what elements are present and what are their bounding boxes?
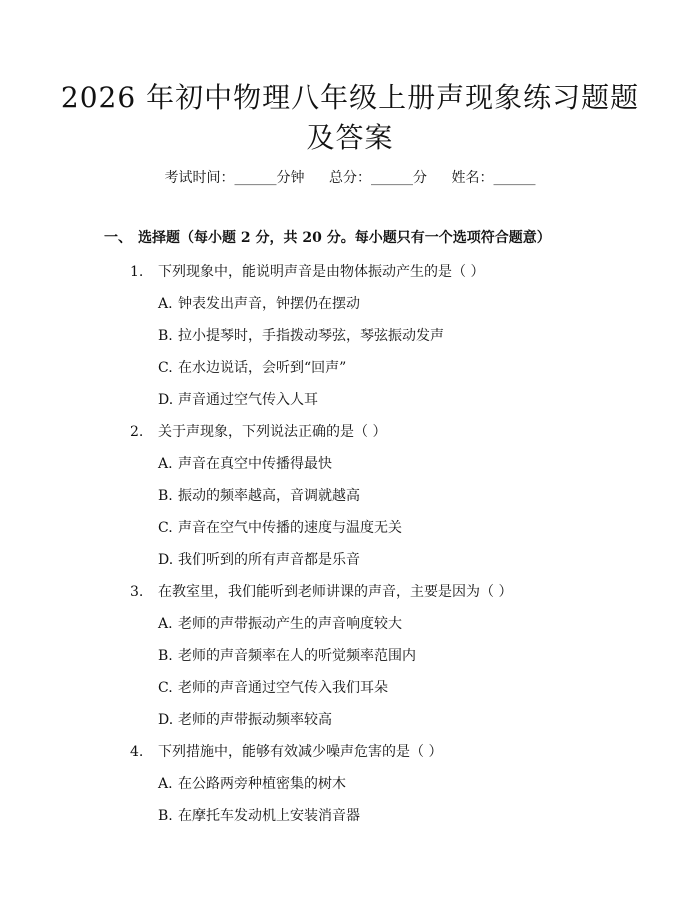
option xyxy=(158,454,332,474)
option-letter: D. xyxy=(158,552,174,568)
option-letter: B. xyxy=(158,648,173,664)
option-text: 振动的频率越高，音调就越高 xyxy=(178,488,360,504)
option-letter: B. xyxy=(158,808,173,824)
option-text: 在公路两旁种植密集的树木 xyxy=(178,776,346,792)
option-letter: A. xyxy=(158,296,173,312)
option-letter: D. xyxy=(158,392,174,408)
option-text: 在摩托车发动机上安装消音器 xyxy=(178,808,360,824)
option-letter: A. xyxy=(158,616,173,632)
option xyxy=(158,550,360,570)
option xyxy=(158,646,416,666)
question-text: 下列措施中，能够有效减少噪声危害的是（ ） xyxy=(158,744,443,760)
question-number: 3. xyxy=(130,584,144,600)
option-letter: B. xyxy=(158,488,173,504)
option-letter: C. xyxy=(158,360,173,376)
option xyxy=(158,806,360,826)
option xyxy=(158,358,346,378)
option-letter: A. xyxy=(158,776,173,792)
option-text: 拉小提琴时，手指拨动琴弦，琴弦振动发声 xyxy=(178,328,444,344)
document-title: 2026 年初中物理八年级上册声现象练习题题及答案 xyxy=(60,81,640,154)
question xyxy=(130,582,512,602)
option-letter: D. xyxy=(158,712,174,728)
option xyxy=(158,390,318,410)
student-name: 姓名：______ xyxy=(451,170,536,186)
option xyxy=(158,518,402,538)
option-text: 在水边说话，会听到“回声” xyxy=(178,360,347,376)
option xyxy=(158,294,360,314)
option xyxy=(158,614,402,634)
option-text: 声音在真空中传播得最快 xyxy=(178,456,332,472)
option-text: 钟表发出声音，钟摆仍在摆动 xyxy=(178,296,360,312)
option-text: 老师的声音频率在人的听觉频率范围内 xyxy=(178,648,416,664)
section-title: 选择题（每小题 2 分，共 20 分。每小题只有一个选项符合题意） xyxy=(138,230,551,246)
option xyxy=(158,710,332,730)
section-number: 一、 xyxy=(104,230,132,246)
option-text: 声音在空气中传播的速度与温度无关 xyxy=(178,520,402,536)
question-text: 下列现象中，能说明声音是由物体振动产生的是（ ） xyxy=(158,264,485,280)
total-score: 总分：______分 xyxy=(329,170,427,186)
option-text: 我们听到的所有声音都是乐音 xyxy=(178,552,360,568)
option xyxy=(158,774,346,794)
option-letter: A. xyxy=(158,456,173,472)
question-number: 4. xyxy=(130,744,144,760)
section-heading xyxy=(104,228,551,248)
option xyxy=(158,486,360,506)
question-number: 2. xyxy=(130,424,144,440)
option-text: 声音通过空气传入人耳 xyxy=(178,392,318,408)
option-text: 老师的声带振动产生的声音响度较大 xyxy=(178,616,402,632)
question xyxy=(130,262,484,282)
option-letter: B. xyxy=(158,328,173,344)
option-text: 老师的声带振动频率较高 xyxy=(178,712,332,728)
option-letter: C. xyxy=(158,680,173,696)
question xyxy=(130,742,442,762)
option xyxy=(158,326,444,346)
option-text: 老师的声音通过空气传入我们耳朵 xyxy=(178,680,388,696)
exam-meta xyxy=(0,168,700,188)
question-text: 在教室里，我们能听到老师讲课的声音，主要是因为（ ） xyxy=(158,584,513,600)
exam-time: 考试时间：______分钟 xyxy=(164,170,305,186)
option xyxy=(158,678,388,698)
question xyxy=(130,422,386,442)
question-number: 1. xyxy=(130,264,144,280)
question-text: 关于声现象，下列说法正确的是（ ） xyxy=(158,424,387,440)
option-letter: C. xyxy=(158,520,173,536)
